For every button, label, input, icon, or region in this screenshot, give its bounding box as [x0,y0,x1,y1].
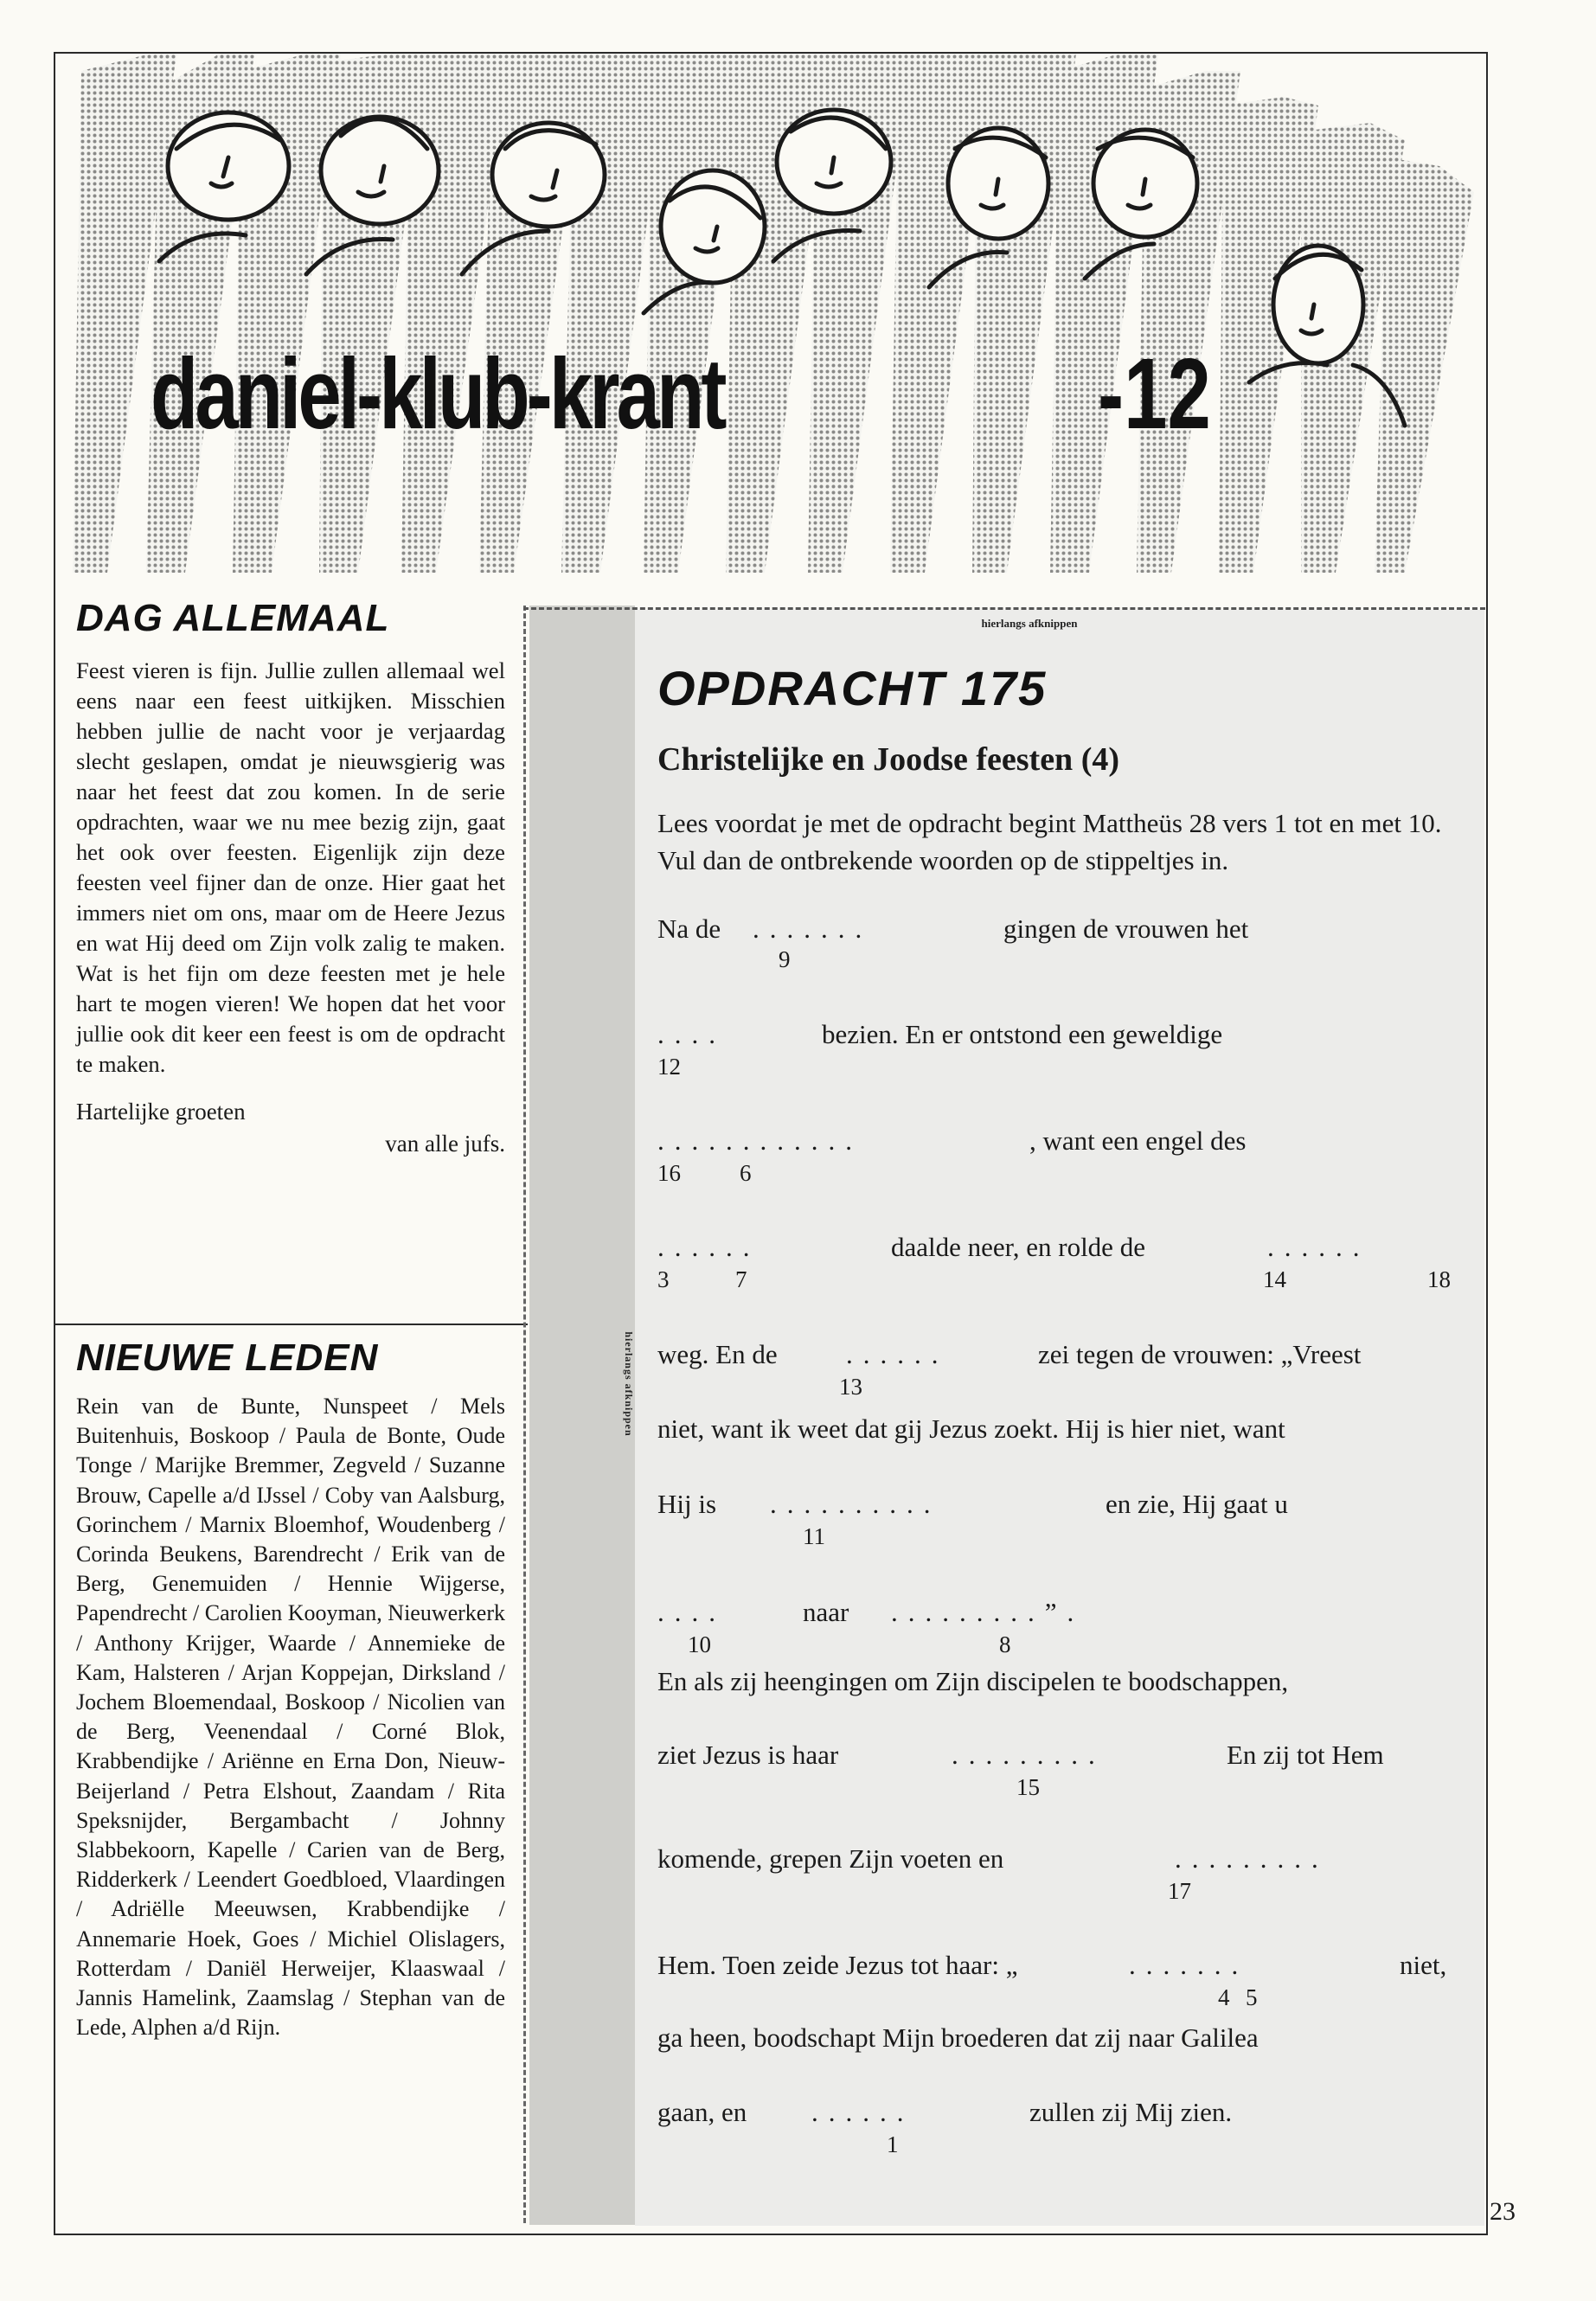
fill-text: ga heen, boodschapt Mijn broederen dat zij naar Galilea [657,2022,1259,2053]
fill-text: en zie, Hij gaat u [1106,1489,1288,1519]
blank-number: 9 [779,946,791,972]
masthead-illustration [55,54,1483,573]
children-drawing [55,54,1483,573]
assignment-subtitle: Christelijke en Joodse feesten (4) [657,741,1120,778]
fill-text: zullen zij Mij zien. [1029,2097,1233,2127]
blank-number: 15 [1016,1774,1040,1800]
fill-text: komende, grepen Zijn voeten en [657,1843,1004,1874]
blank-number: 3 [657,1266,670,1292]
blank-number: 13 [839,1374,862,1400]
blank-dots[interactable]: ...... [846,1339,949,1369]
blank-dots[interactable]: .......... [770,1489,941,1519]
blank-dots[interactable]: ...... [811,2097,914,2127]
instruction-1: Lees voordat je met de opdracht begint Mattheüs 28 vers 1 tot en met 10. [657,808,1442,838]
fill-text: weg. En de [657,1339,778,1369]
instruction-2: Vul dan de ontbrekende woorden op de stippeltjes in. [657,845,1229,875]
blank-number: 6 [740,1160,752,1186]
blank-number: 7 [735,1266,747,1292]
cut-label-vertical: hierlangs afknippen [623,1331,635,1437]
assignment-panel [635,610,1484,2226]
welcome-text: Feest vieren is fijn. Jullie zullen allemaal wel eens naar een feest uitkijken. Misschien hebben jullie de nacht voor je verjaardag slecht geslapen, omdat je nieuwsgierig was naar het feest dat zou komen. In de serie opdrachten, waar we nu mee bezig zijn, gaat het ook over feesten. Eigenlijk zijn deze feesten veel fijner dan de onze. Hier gaat het immers niet om ons, maar om de Heere Jezus en wat Hij deed om Zijn volk zalig te maken. Wat is het fijn om deze feesten met je hele hart te mogen vieren! We hopen dat het voor jullie ook dit keer een feest is om de opdracht te maken. [76,657,505,1077]
blank-number: 17 [1168,1878,1191,1904]
blank-dots[interactable]: ...... [1267,1232,1370,1262]
cut-line-vertical [523,606,526,2223]
section-divider [55,1324,528,1325]
fill-text: gaan, en [657,2097,747,2127]
blank-number: 1 [887,2131,899,2157]
issue-number: -12 [1098,337,1211,450]
blank-number: 5 [1246,1984,1258,2010]
blank-dots[interactable]: ......... [952,1740,1106,1770]
blank-dots[interactable]: ......... [1175,1843,1329,1874]
blank-number: 4 [1218,1984,1230,2010]
welcome-section [76,597,505,1157]
blank-dots[interactable]: .........”. [891,1597,1085,1627]
greeting: Hartelijke groeten [76,1099,246,1125]
fill-text: niet, want ik weet dat gij Jezus zoekt. Hij is hier niet, want [657,1413,1285,1444]
masthead-title: daniel-klub-krant [151,337,724,450]
cut-label-horizontal: hierlangs afknippen [981,617,1078,630]
fill-text: Hij is [657,1489,717,1519]
fill-text: Hem. Toen zeide Jezus tot haar: „ [657,1950,1018,1980]
blank-dots[interactable]: ...... [657,1232,760,1262]
blank-dots[interactable]: .... [657,1597,726,1627]
fill-text: daalde neer, en rolde de [891,1232,1145,1262]
fill-text: , want een engel des [1029,1125,1247,1156]
welcome-heading: DAG ALLEMAAL [76,597,390,639]
fill-text: niet, [1400,1950,1447,1980]
page-number: 23 [1490,2197,1516,2226]
blank-number: 11 [803,1523,825,1549]
fill-text: zei tegen de vrouwen: „Vreest [1038,1339,1362,1369]
blank-number: 14 [1263,1266,1286,1292]
blank-dots[interactable]: ....... [753,913,873,944]
fill-text: En zij tot Hem [1227,1740,1384,1770]
blank-number: 8 [999,1631,1011,1657]
blank-number: 10 [688,1631,711,1657]
members-heading: NIEUWE LEDEN [76,1336,379,1379]
fill-text: Na de [657,913,721,944]
members-list: Rein van de Bunte, Nunspeet / Mels Buitenhuis, Boskoop / Paula de Bonte, Oude Tonge / Marijke Bremmer, Zegveld / Suzanne Brouw, Capelle a/d IJssel / Coby van Aalsburg, Gorinchem / Marnix Bloemhof, Woudenberg / Corinda Beukens, Barendrecht / Erik van de Berg, Genemuiden / Hennie Wijgerse, Papendrecht / Carolien Kooyman, Nieuwerkerk / Anthony Krijger, Waarde / Annemieke de Kam, Halsteren / Arjan Koppejan, Dirksland / Jochem Bloemendaal, Boskoop / Nicolien van de Berg, Veenendaal / Corné Blok, Krabbendijke / Ariënne en Erna Don, Nieuw-Beijerland / Petra Elshout, Zaandam / Rita Speksnijder, Bergambacht / Johnny Slabbekoorn, Kapelle / Carien van de Berg, Ridderkerk / Leendert Goedbloed, Vlaardingen / Adriëlle Meeuwsen, Krabbendijke / Annemarie Hoek, Goes / Michiel Olislagers, Rotterdam / Daniël Herweijer, Klaaswaal / Jannis Hamelink, Zaamslag / Stephan van de Lede, Alphen a/d Rijn. [76,1394,506,2041]
fill-text: ziet Jezus is haar [657,1740,839,1770]
blank-dots[interactable]: .... [657,1019,726,1049]
fill-text: bezien. En er ontstond een geweldige [822,1019,1223,1049]
fill-text: gingen de vrouwen het [1003,913,1249,944]
signature: van alle jufs. [385,1131,505,1157]
blank-dots[interactable]: ....... [1129,1950,1249,1980]
fill-text: naar [803,1597,849,1627]
fill-text: En als zij heengingen om Zijn discipelen te boodschappen, [657,1666,1289,1696]
blank-number: 16 [657,1160,681,1186]
new-members-section [76,1336,505,2042]
blank-dots[interactable]: ............ [657,1125,862,1156]
assignment-title: OPDRACHT 175 [657,661,1048,715]
blank-number: 12 [657,1054,681,1080]
blank-number: 18 [1427,1266,1451,1292]
